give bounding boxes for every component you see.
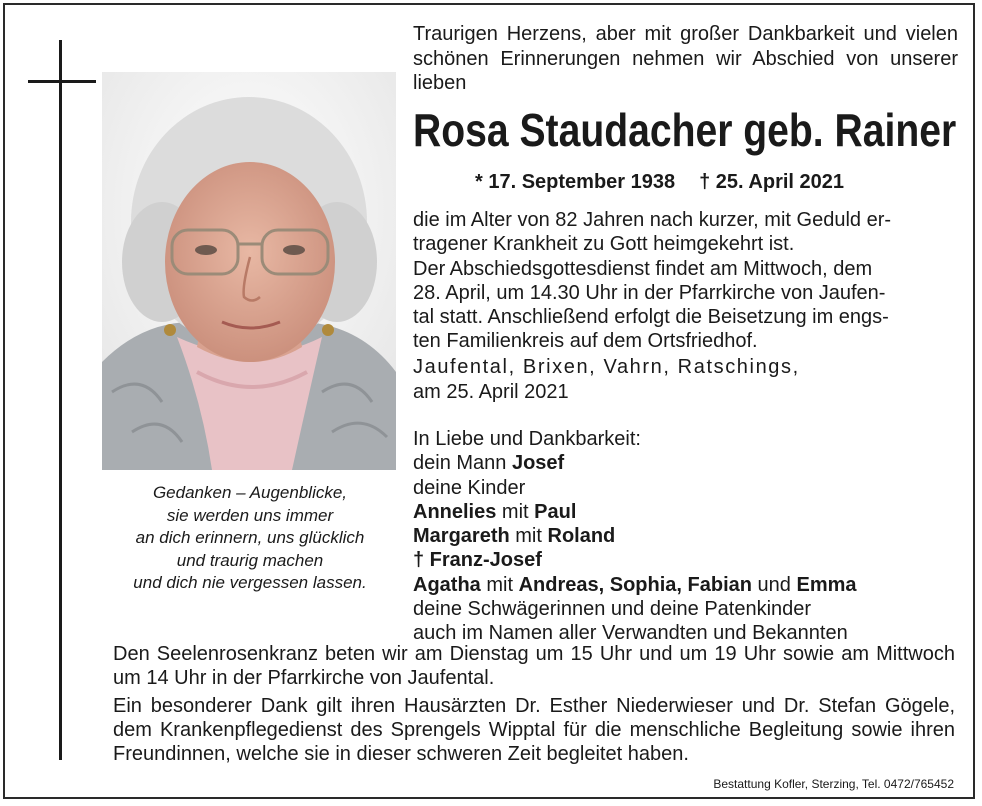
child-line (413, 573, 958, 597)
connector: und (757, 573, 791, 596)
intro-text: Traurigen Herzens, aber mit großer Dankbarkeit und vielen schönen Erinnerungen nehmen wir Abschied von unserer lieben (413, 23, 958, 94)
child-name: Annelies (413, 500, 497, 523)
funeral-home-credit: Bestattung Kofler, Sterzing, Tel. 0472/765452 (713, 777, 954, 791)
bottom-notes (113, 642, 955, 770)
family-name: Emma (796, 573, 857, 596)
inlaws-line: deine Schwägerinnen und deine Patenkinder (413, 598, 812, 621)
partner-name: Paul (534, 500, 577, 523)
child-line (413, 524, 958, 548)
announcement-line: Der Abschiedsgottesdienst findet am Mittwoch, dem (413, 257, 873, 280)
announcement-text (413, 208, 958, 354)
child-line (413, 500, 958, 524)
thanks-notice: Ein besonderer Dank gilt ihren Hausärzten Dr. Esther Niederwieser und Dr. Stefan Gögele, dem Krankenpflegedienst des Sprengels Wipptal für die menschliche Begleitung sowie ihren Freundinnen, welche sie in dieser schweren Zeit begleitet haben. (113, 695, 955, 765)
announcement-line: 28. April, um 14.30 Uhr in der Pfarrkirche von Jaufen- (413, 281, 886, 304)
death-date: † 25. April 2021 (699, 171, 845, 193)
child-line (413, 548, 958, 572)
children-heading: deine Kinder (413, 476, 526, 499)
connector: mit (486, 573, 514, 596)
mourners-list (413, 427, 958, 646)
poem-line: und traurig machen (176, 550, 324, 570)
birth-date: * 17. September 1938 (475, 171, 676, 193)
life-dates (475, 171, 844, 194)
poem (100, 482, 400, 595)
partner-name: Roland (547, 525, 616, 548)
announcement-line: tal statt. Anschließend erfolgt die Beisetzung im engs- (413, 306, 889, 329)
child-name: Agatha (413, 573, 481, 596)
announcement-line: tragener Krankheit zu Gott heimgekehrt ist. (413, 233, 795, 256)
relatives-line: auch im Namen aller Verwandten und Bekannten (413, 622, 848, 645)
husband-prefix: dein Mann (413, 452, 507, 475)
connector: mit (501, 500, 529, 523)
husband-line (413, 451, 958, 475)
signoff-heading: In Liebe und Dankbarkeit: (413, 428, 641, 450)
poem-line: an dich erinnern, uns glücklich (135, 528, 365, 547)
portrait-photo (102, 72, 396, 470)
announcement-line: ten Familienkreis auf dem Ortsfriedhof. (413, 330, 758, 353)
poem-line: und dich nie vergessen lassen. (133, 573, 367, 592)
husband-name: Josef (511, 452, 565, 475)
poem-line: Gedanken – Augenblicke, (152, 483, 348, 502)
place-date: am 25. April 2021 (413, 380, 569, 403)
places: Jaufental, Brixen, Vahrn, Ratschings, (413, 356, 800, 378)
connector: mit (515, 525, 542, 548)
places-and-date (413, 355, 958, 404)
deceased-name: Rosa Staudacher geb. Rainer (413, 104, 957, 156)
child-name: † Franz-Josef (413, 549, 542, 572)
family-names: Andreas, Sophia, Fabian (518, 573, 752, 596)
poem-line: sie werden uns immer (166, 505, 334, 525)
rosary-notice: Den Seelenrosenkranz beten wir am Dienstag um 15 Uhr und um 19 Uhr sowie am Mittwoch um 14 Uhr in der Pfarrkirche von Jaufental. (113, 643, 955, 689)
announcement-line: die im Alter von 82 Jahren nach kurzer, mit Geduld er- (413, 209, 892, 231)
child-name: Margareth (413, 525, 510, 548)
